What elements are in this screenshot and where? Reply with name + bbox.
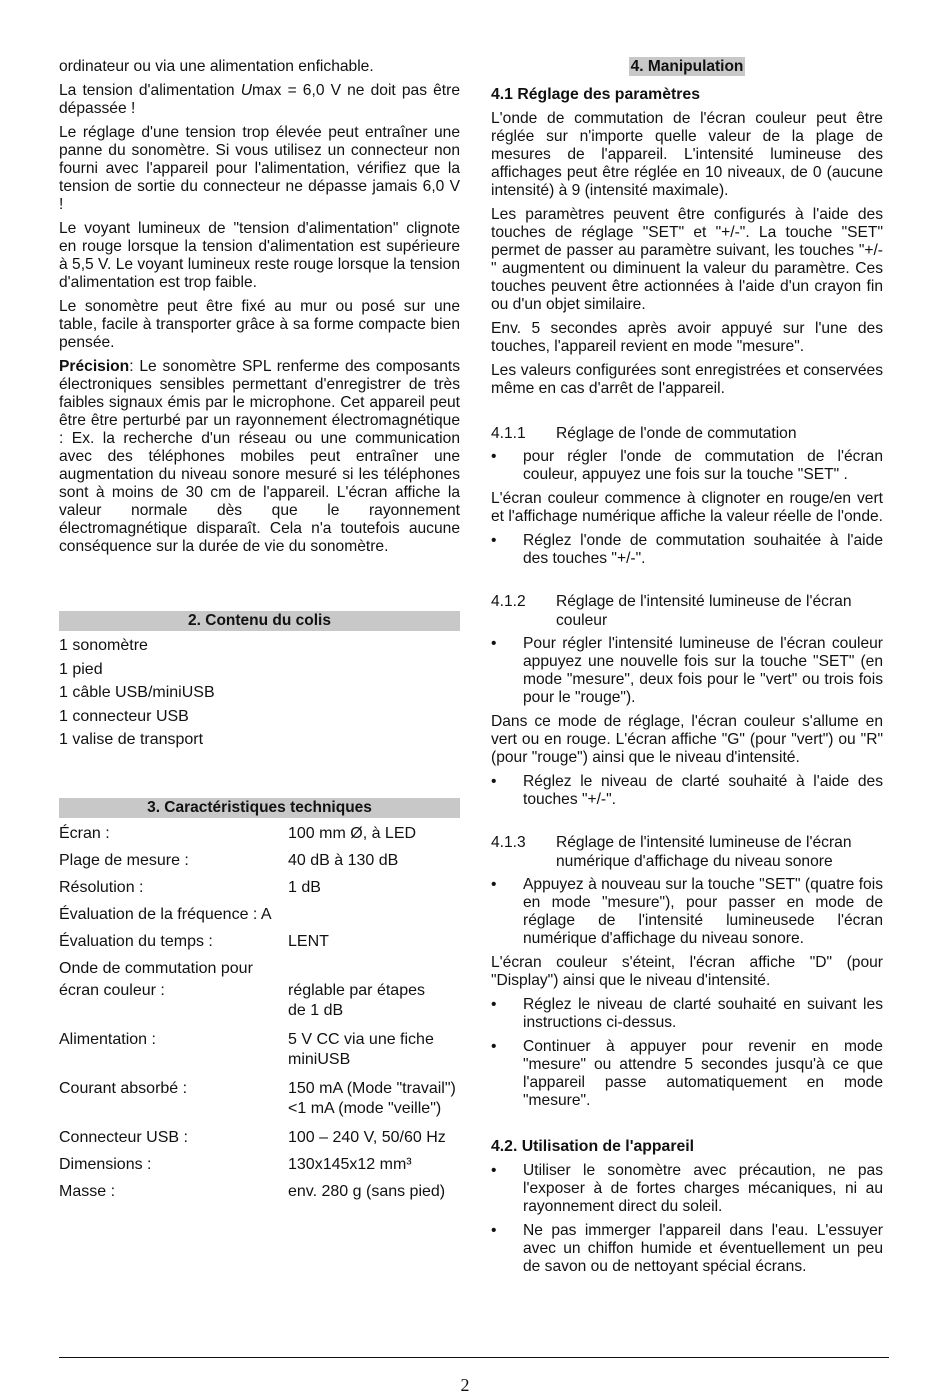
left-column [59,58,460,1202]
list-item: 1 sonomètre [59,637,148,654]
specs-table [59,824,460,1202]
text: max = 6,0 V ne doit pas être dépassée ! [59,82,460,117]
text: La tension d'alimentation [59,82,241,99]
bullet-item [491,876,883,948]
paragraph-voltage [59,82,460,118]
spec-key: Plage de mesure : [59,851,189,869]
bullet-text: pour régler l'onde de commutation de l'écran couleur, appuyez une fois sur la touche "SET" . [523,448,883,483]
spec-value: 150 mA (Mode "travail") [288,1079,456,1097]
spec-row [59,1182,460,1202]
spec-key: Onde de commutation pour [59,959,253,977]
section-heading-manipulation: 4. Manipulation [630,58,744,75]
bullet-item [491,1038,883,1110]
heading-4-2: 4.2. Utilisation de l'appareil [491,1138,695,1155]
spec-key: Connecteur USB : [59,1128,188,1146]
bullet-item [491,532,883,568]
spec-row [59,1050,460,1070]
spec-key: Courant absorbé : [59,1079,188,1097]
spec-key: Masse : [59,1182,116,1200]
u-symbol: U [240,82,252,99]
spec-row [59,981,460,1001]
spec-row [59,959,460,979]
bullet-item [491,1222,883,1276]
paragraph: L'onde de commutation de l'écran couleur peut être réglée sur n'importe quelle valeur de la plage de mesures de l'appareil. L'intensité lumineuse des affichages peut être réglée en 10 niveaux, de 0 (aucune intensité) à 9 (intensité maximale). [491,110,883,199]
spec-value: 1 dB [288,878,321,896]
subheading-title: Réglage de l'onde de commutation [556,425,797,442]
bullet-icon: • [491,996,497,1013]
spec-value: LENT [288,932,329,950]
spec-value: 40 dB à 130 dB [288,851,399,869]
bullet-item [491,996,883,1032]
right-column [491,58,883,1282]
bullet-icon: • [491,876,497,893]
spec-row [59,1099,460,1119]
bullet-item [491,773,883,809]
subheading-4-1-1 [491,424,883,443]
list-item: 1 pied [59,660,103,678]
paragraph: L'écran couleur s'éteint, l'écran affiche "D" (pour "Display") ainsi que le niveau d'intensité. [491,954,883,989]
list-item: 1 connecteur USB [59,707,189,725]
paragraph-precision [59,358,460,556]
bullet-item [491,635,883,707]
spec-value: de 1 dB [288,1001,344,1019]
bullet-icon: • [491,1038,497,1055]
heading-4-1: 4.1 Réglage des paramètres [491,86,700,103]
spec-value: 100 – 240 V, 50/60 Hz [288,1128,446,1146]
bullet-text: Réglez le niveau de clarté souhaité en suivant les instructions ci-dessus. [523,996,883,1031]
subheading-4-1-2 [491,592,883,630]
spec-row [59,1155,460,1175]
text: : Le sonomètre SPL renferme des composants électroniques sensibles permettant d'enregistrer de très faibles signaux émis par le microphone. Cet appareil peut être être perturbé par un rayonnement électromagnétique : Ex. la recherche d'un réseau ou une communication avec des téléphones mobiles peut entraîner une augmentation du niveau sonore mesuré si les téléphones sont à moins de 30 cm de l'appareil. L'écran affiche la valeur normale dès que le rayonnement électromagnétique disparaît. Cela n'a toutefois aucune conséquence sur la durée de vie du sonomètre. [59,358,460,555]
spec-key: Résolution : [59,878,144,896]
paragraph: Dans ce mode de réglage, l'écran couleur s'allume en vert ou en rouge. L'écran affiche "G" (pour "vert") ou "R" (pour "rouge") ainsi que le niveau d'intensité. [491,713,883,766]
subheading-title: Réglage de l'intensité lumineuse de l'écran numérique d'affichage du niveau sonore [556,834,852,870]
spec-row [59,1030,460,1050]
spec-row [59,905,460,925]
spec-row [59,1128,460,1148]
bullet-text: Appuyez à nouveau sur la touche "SET" (quatre fois en mode "mesure"), pour passer en mode de réglage de l'intensité lumineusede l'écran numérique d'affichage du niveau sonore. [523,876,883,947]
spec-key: Alimentation : [59,1030,156,1048]
spec-row [59,1001,460,1021]
bullet-icon: • [491,773,497,790]
paragraph: Env. 5 secondes après avoir appuyé sur l'une des touches, l'appareil revient en mode "mesure". [491,320,883,355]
spec-value: 130x145x12 mm³ [288,1155,412,1173]
spec-value: réglable par étapes [288,981,425,999]
bullet-icon: • [491,635,497,652]
subheading-title: Réglage de l'intensité lumineuse de l'écran couleur [556,593,852,629]
subheading-number: 4.1.3 [491,834,526,851]
spec-key: Écran : [59,824,110,842]
contents-list [59,634,460,752]
paragraph: Les valeurs configurées sont enregistrées et conservées même en cas d'arrêt de l'appareil. [491,362,883,397]
spec-key [59,1001,288,1021]
bullet-text: Utiliser le sonomètre avec précaution, ne pas l'exposer à de fortes charges mécaniques, ni au rayonnement direct du soleil. [523,1162,883,1215]
spec-row [59,824,460,844]
spec-value: <1 mA (mode "veille") [288,1099,442,1117]
spec-key: écran couleur : [59,981,165,999]
spec-value: 5 V CC via une fiche [288,1030,434,1048]
spec-value: 100 mm Ø, à LED [288,824,417,842]
bullet-text: Continuer à appuyer pour revenir en mode "mesure" ou attendre 5 secondes jusqu'à ce que l'appareil passe automatiquement en mode "mesure". [523,1038,883,1109]
spec-key [59,1050,288,1070]
bullet-item [491,448,883,484]
spec-key: Évaluation du temps : [59,932,213,950]
section-heading-specs: 3. Caractéristiques techniques [59,798,460,818]
spec-row [59,932,460,952]
bullet-icon: • [491,1162,497,1179]
bullet-text: Ne pas immerger l'appareil dans l'eau. L'essuyer avec un chiffon humide et éventuellement un peu de savon ou de nettoyant spécial écrans. [523,1222,883,1275]
paragraph: Le réglage d'une tension trop élevée peut entraîner une panne du sonomètre. Si vous utilisez un connecteur non fourni avec l'appareil pour l'alimentation, vérifiez que la tension de sortie du connecteur ne dépasse jamais 6,0 V ! [59,124,460,213]
bullet-text: Pour régler l'intensité lumineuse de l'écran couleur appuyez une nouvelle fois sur la touche "SET" (en mode "mesure", deux fois pour le "vert" ou trois fois pour le "rouge"). [523,635,883,706]
list-item: 1 câble USB/miniUSB [59,684,215,701]
paragraph: L'écran couleur commence à clignoter en rouge/en vert et l'affichage numérique affiche la valeur réelle de l'onde. [491,490,884,525]
subheading-number: 4.1.1 [491,425,526,442]
precision-label: Précision [59,358,130,375]
list-item: 1 valise de transport [59,731,204,748]
bullet-icon: • [491,448,497,465]
subheading-4-1-3 [491,833,883,871]
spec-row [59,1079,460,1099]
spec-key: Évaluation de la fréquence : A [59,905,272,923]
bullet-item [491,1162,883,1216]
spec-row [59,878,460,898]
section-heading-wrap [491,58,883,76]
bullet-icon: • [491,532,497,549]
spec-value: miniUSB [288,1050,351,1068]
page-number: 2 [460,1375,470,1395]
bullet-text: Réglez le niveau de clarté souhaité à l'aide des touches "+/-". [523,773,883,808]
section-heading-contents: 2. Contenu du colis [59,611,460,631]
subheading-number: 4.1.2 [491,593,526,610]
paragraph: Les paramètres peuvent être configurés à l'aide des touches de réglage "SET" et "+/-". La touche "SET" permet de passer au paramètre suivant, les touches "+/-" augmentent ou diminuent la valeur du paramètre. Ces touches peuvent être actionnées à l'aide d'un crayon fin ou d'un objet similaire. [491,206,883,313]
spec-row [59,851,460,871]
bullet-icon: • [491,1222,497,1239]
spec-key [59,1099,288,1119]
bullet-text: Réglez l'onde de commutation souhaitée à l'aide des touches "+/-". [523,532,883,567]
paragraph: Le voyant lumineux de "tension d'alimentation" clignote en rouge lorsque la tension d'alimentation est supérieure à 5,5 V. Le voyant lumineux reste rouge lorsque la tension d'alimentation est trop faible. [59,220,460,291]
footer-divider [59,1357,889,1358]
paragraph: Le sonomètre peut être fixé au mur ou posé sur une table, facile à transporter grâce à sa forme compacte bien pensée. [59,298,460,351]
spec-value: env. 280 g (sans pied) [288,1182,446,1200]
spec-key: Dimensions : [59,1155,152,1173]
paragraph: ordinateur ou via une alimentation enfichable. [59,58,374,75]
